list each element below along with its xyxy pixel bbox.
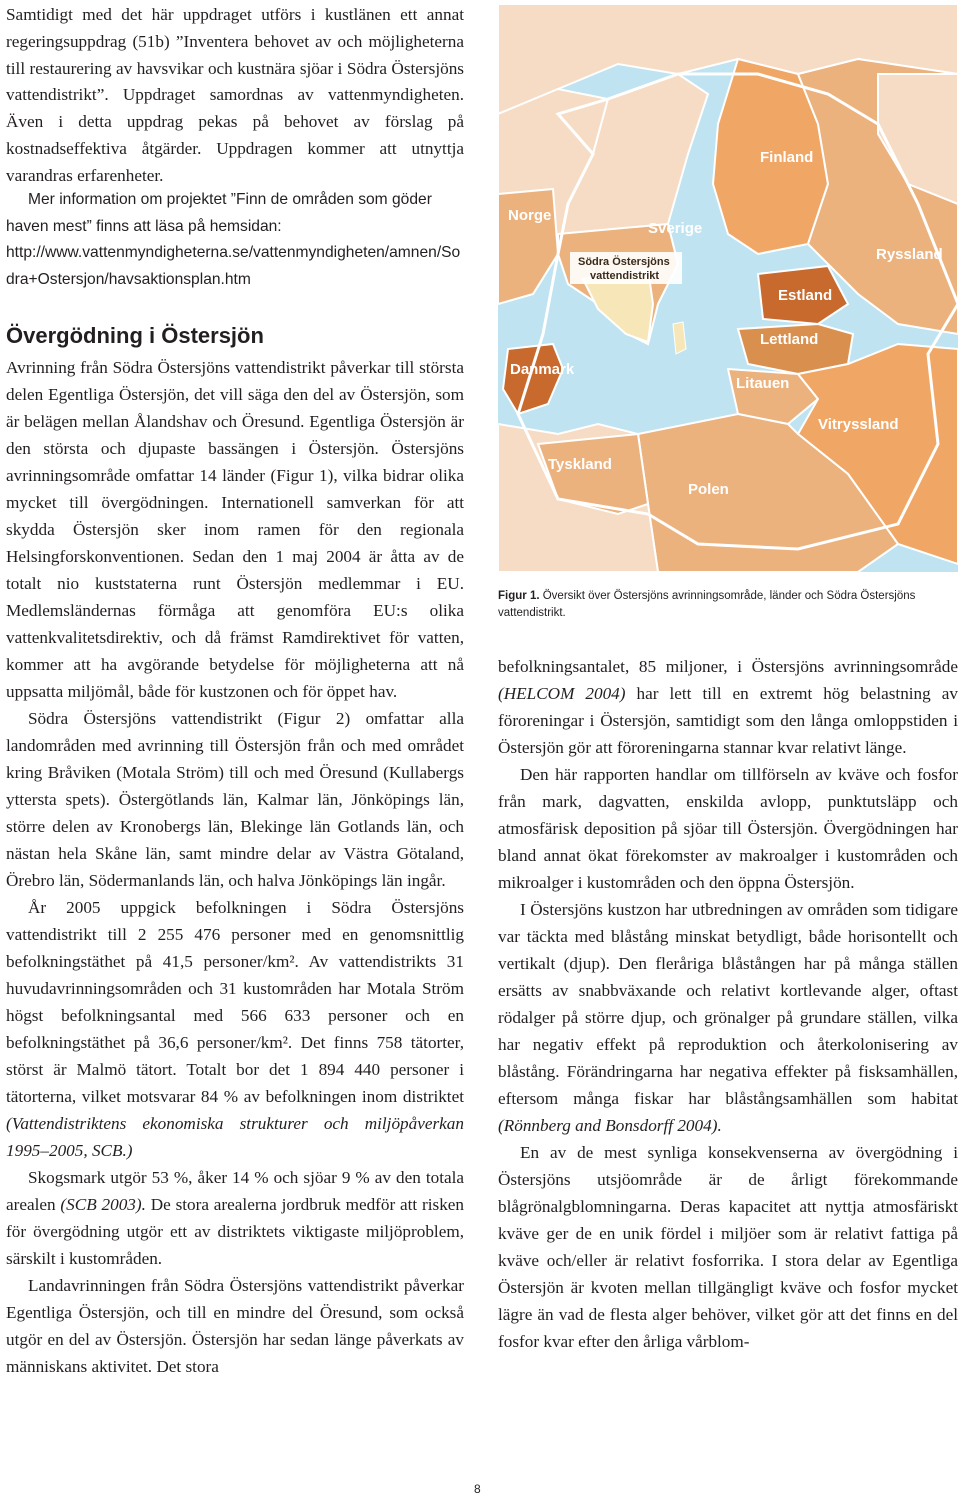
paragraph-1: Avrinning från Södra Östersjöns vattendistrikt påverkar till största delen Egentliga Östersjön, det vill säga den del av Östersjön, som är belägen mellan Ålandshav och Öresund. Egentliga Östersjön är den största och djupaste bassängen i Östersjön. Östersjöns avrinningsområde omfattar 14 länder (Figur 1), vilka bidrar olika mycket till övergödningen. Internationell samverkan för att skydda Östersjön sker inom ramen för den regionala Helsingforskonventionen. Sedan den 1 maj 2004 är åtta av de totalt nio kuststaterna runt Östersjön medlemmar i EU. Medlemsländernas förmåga att genomföra EU:s olika vattenkvalitetsdirektiv, och då främst Ramdirektivet för vatten, kommer att ha avgörande betydelse för möjligheterna att nå uppsatta miljömål, både för kustzonen och för öppet hav. [6,358,464,701]
right-paragraph-3-reference: (Rönnberg and Bonsdorff 2004). [498,1116,722,1135]
paragraph-4-rest: De stora arealerna jordbruk medför att risken för övergödning utgör ett av distriktets viktigaste miljöproblem, särskilt i kustområden. [6,1195,465,1268]
map-label-belarus: Vitryssland [818,416,899,433]
map-label-latvia: Lettland [760,331,819,348]
map-label-poland: Polen [688,481,729,498]
map-label-sweden: Sverige [648,220,703,237]
right-paragraph-1-text: befolkningsantalet, 85 miljoner, i Östersjöns avrinningsområde [498,657,958,676]
right-paragraph-2: Den här rapporten handlar om tillförseln av kväve och fosfor från mark, dagvatten, enskilda avlopp, punktutsläpp och atmosfärisk deposition på sjöar till Östersjön. Övergödningen har bland annat ökat förekomster av makroalger i kustområden och mikroalger i kustområden och den öppna Östersjön. [498,765,958,892]
paragraph-4-text: Skogsmark utgör 53 %, åker 14 % och sjöar 9 % av den totala arealen [6,1168,464,1214]
map-label-lithuania: Litauen [736,375,790,392]
map-label-finland: Finland [760,149,814,166]
baltic-map [498,4,958,572]
paragraph-3-reference: (Vattendistriktens ekonomiska strukturer och miljöpåverkan 1995–2005, SCB.) [6,1114,464,1160]
map-label-norway: Norge [508,207,552,224]
page-number: 8 [474,1482,481,1496]
map-label-denmark: Danmark [510,361,575,378]
right-paragraph-3 [498,896,958,1139]
map-label-russia: Ryssland [876,246,943,263]
figure-caption-text: Översikt över Östersjöns avrinningsområde, länder och Södra Östersjöns vattendistrikt. [498,590,916,619]
map-label-estonia: Estland [778,287,833,304]
info-url[interactable]: http://www.vattenmyndigheterna.se/vattenmyndigheten/amnen/Sodra+Ostersjon/havsaktionsplan.htm [6,244,461,288]
right-paragraph-1-reference: (HELCOM 2004) [498,684,626,703]
info-text: Mer information om projektet ”Finn de områden som göder haven mest” finns att läsa på hemsidan: [6,191,432,235]
district-label-line2: vattendistrikt [590,270,660,282]
map-label-germany: Tyskland [548,456,612,473]
right-paragraph-4: En av de mest synliga konsekvenserna av övergödning i Östersjöns utsjöområde är de årligt förekommande blågrönalgblomningarna. Deras kapacitet att nyttja atmosfäriskt kväve ger de en unik fördel i miljöer som är relativt fattiga på kväve och/eller är relativt fosforrika. I stora delar av Egentliga Östersjön är kvoten mellan tillgängligt kväve och fosfor mycket lägre än vad de flesta alger behöver, vilket gör att det finns en del fosfor kvar efter den årliga vårblom- [498,1143,958,1351]
figure-label: Figur 1. [498,590,540,602]
intro-paragraph: Samtidigt med det här uppdraget utförs i kustlänen ett annat regeringsuppdrag (51b) ”Inventera behovet av och möjligheterna till restaurering av havsvikar och kustnära sjöar i Södra Östersjöns vattendistrikt”. Uppdraget samordnas av vattenmyndigheten. Även i detta uppdrag pekas på behovet av förslag på kostnadseffektiva åtgärder. Uppdragen kommer att utnyttja varandras erfarenheter. [6,5,464,185]
right-paragraph-1 [498,653,958,761]
section-heading: Övergödning i Östersjön [6,323,264,348]
figure-caption [498,588,938,622]
district-label-line1: Södra Östersjöns [578,256,670,268]
right-paragraph-1-rest: har lett till en extremt hög belastning av föroreningar i Östersjön, samtidigt som den långa omloppstiden i Östersjön gör att föroreningarna stannar kvar relativt länge. [498,684,958,757]
paragraph-3-text: År 2005 uppgick befolkningen i Södra Östersjöns vattendistrikt till 2 255 476 personer med en genomsnittlig befolkningstäthet på 41,5 personer/km². Av vattendistrikts 31 huvudavrinningsområden och 31 kustområden har Motala Ström högst befolkningsantal med 566 633 personer och en befolkningstäthet på 36,6 personer/km². Det finns 758 tätorter, störst är Malmö tätort. Totalt bor det 1 894 440 personer i tätorterna, vilket motsvarar 84 % av befolkningen inom distriktet [6,898,464,1106]
paragraph-2: Södra Östersjöns vattendistrikt (Figur 2) omfattar alla landområden med avrinning till Östersjön från och med området kring Bråviken (Motala Ström) till och med Öresund (Kullabergs yttersta spets). Östergötlands län, Kalmar län, Jönköpings län, större delen av Kronobergs län, Blekinge län Gotlands län, och nästan hela Skåne län, samt mindre delar av Västra Götaland, Örebro län, Södermanlands län, och halva Jönköpings län ingår. [6,709,464,890]
right-paragraph-3-text: I Östersjöns kustzon har utbredningen av områden som tidigare var täckta med blåstång minskat betydligt, både horisontellt och vertikalt (djup). Den fleråriga blåstången har på många ställen ersätts av snabbväxande och relativt kortlevande alger, oftast rödalger på större djup, och grönalger på grundare ställen, vilka har negativ effekt på reproduktion och återkolonisering av blåstång. Förändringarna har negativa effekter på fisksamhällen, eftersom många fiskar har blåstångsamhällen som habitat [498,900,958,1108]
paragraph-3 [6,894,464,1164]
paragraph-4-reference: (SCB 2003). [60,1195,146,1214]
paragraph-5: Landavrinningen från Södra Östersjöns vattendistrikt påverkar Egentliga Östersjön, och till en mindre del Öresund, som också utgör en del av Östersjön. Östersjön har sedan länge påverkats av människans aktivitet. Det stora [6,1276,464,1376]
paragraph-4 [6,1164,464,1272]
